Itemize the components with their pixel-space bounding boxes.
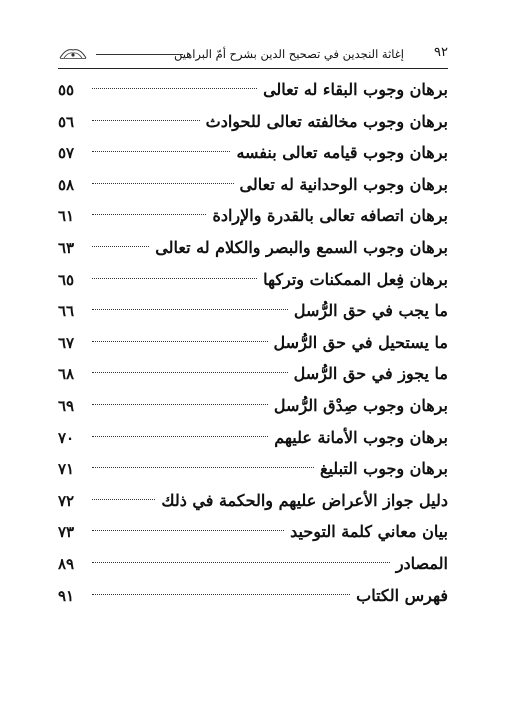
toc-dot-leader: [92, 151, 230, 152]
toc-entry-title: برهان اتصافه تعالى بالقدرة والإرادة: [212, 206, 448, 226]
toc-entry-page: ٥٨: [58, 175, 75, 194]
toc-entry: [58, 455, 448, 487]
toc-dot-leader: [92, 120, 200, 121]
toc-entry: [58, 582, 448, 614]
toc-entry-title: برهان وجوب التبليغ: [319, 459, 448, 479]
toc-entry: [58, 234, 448, 266]
toc-entry-title: فهرس الكتاب: [356, 585, 448, 605]
toc-entry-page: ٧٠: [58, 428, 75, 447]
toc-entry-title: برهان وجوب السمع والبصر والكلام له تعالى: [155, 237, 448, 257]
toc-entry: [58, 550, 448, 582]
toc-dot-leader: [92, 341, 268, 342]
toc-entry-page: ٧٣: [58, 523, 75, 542]
toc-entry-page: ٧١: [58, 460, 75, 479]
toc-entry-title: برهان وجوب مخالفته تعالى للحوادث: [205, 111, 448, 131]
header-book-title: إغاثة النجدين في تصحيح الدين بشرح أمّ البراهين: [173, 47, 404, 61]
toc-entry-page: ٦٥: [58, 270, 75, 289]
toc-dot-leader: [92, 562, 390, 563]
toc-entry-title: دليل جواز الأعراض عليهم والحكمة في ذلك: [161, 490, 448, 510]
toc-entry-title: ما يجب في حق الرُّسل: [293, 301, 448, 321]
ornament-icon: [58, 46, 88, 60]
toc-entry-page: ٨٩: [58, 554, 75, 573]
toc-entry-title: ما يستحيل في حق الرُّسل: [273, 332, 448, 352]
toc-dot-leader: [92, 499, 155, 500]
toc-entry: [58, 266, 448, 298]
toc-dot-leader: [92, 467, 314, 468]
toc-entry-title: بيان معاني كلمة التوحيد: [290, 522, 448, 542]
toc-dot-leader: [92, 214, 206, 215]
toc-entry-title: برهان وجوب صِدْق الرُّسل: [273, 395, 448, 415]
toc-entry-page: ٦٧: [58, 333, 75, 352]
header-rule: [96, 54, 183, 55]
toc-entry: [58, 392, 448, 424]
toc-dot-leader: [92, 183, 234, 184]
toc-dot-leader: [92, 436, 268, 437]
toc-dot-leader: [92, 278, 257, 279]
header-page-number: ٩٢: [434, 45, 448, 60]
toc-entry-title: برهان فِعل الممكنات وتركها: [263, 269, 448, 289]
toc-entry: [58, 297, 448, 329]
toc-entry-page: ٥٦: [58, 112, 75, 131]
toc-entry-page: ٥٥: [58, 81, 75, 99]
running-header: [58, 44, 448, 64]
toc-entry-page: ٦١: [58, 207, 75, 226]
toc-dot-leader: [92, 594, 350, 595]
toc-dot-leader: [92, 404, 268, 405]
toc-entry-page: ٥٧: [58, 144, 75, 163]
toc-entry: [58, 329, 448, 361]
toc-entry: [58, 202, 448, 234]
toc-entry-page: ٦٨: [58, 365, 75, 384]
toc-entry: [58, 424, 448, 456]
toc-entry-title: ما يجوز في حق الرُّسل: [293, 364, 448, 384]
toc-entry-page: ٦٩: [58, 396, 75, 415]
toc-dot-leader: [92, 372, 288, 373]
toc-dot-leader: [92, 309, 288, 310]
toc-entry: [58, 108, 448, 140]
toc-entry-title: برهان وجوب قيامه تعالى بنفسه: [236, 143, 448, 163]
toc-entry-title: برهان وجوب الأمانة عليهم: [274, 427, 448, 447]
toc-entry: [58, 171, 448, 203]
table-of-contents: [58, 76, 448, 613]
toc-entry-page: ٦٣: [58, 238, 75, 257]
toc-entry: [58, 518, 448, 550]
toc-entry: [58, 487, 448, 519]
toc-entry-page: ٦٦: [58, 302, 75, 321]
toc-entry-title: برهان وجوب البقاء له تعالى: [263, 80, 448, 99]
toc-entry: [58, 76, 448, 108]
header-divider: [58, 68, 448, 69]
toc-entry-page: ٧٢: [58, 491, 75, 510]
toc-entry-title: المصادر: [395, 553, 448, 573]
toc-entry-page: ٩١: [58, 586, 75, 605]
toc-dot-leader: [92, 530, 284, 531]
toc-entry: [58, 139, 448, 171]
toc-entry-title: برهان وجوب الوحدانية له تعالى: [239, 174, 448, 194]
toc-dot-leader: [92, 88, 257, 89]
toc-entry: [58, 360, 448, 392]
toc-dot-leader: [92, 246, 149, 247]
